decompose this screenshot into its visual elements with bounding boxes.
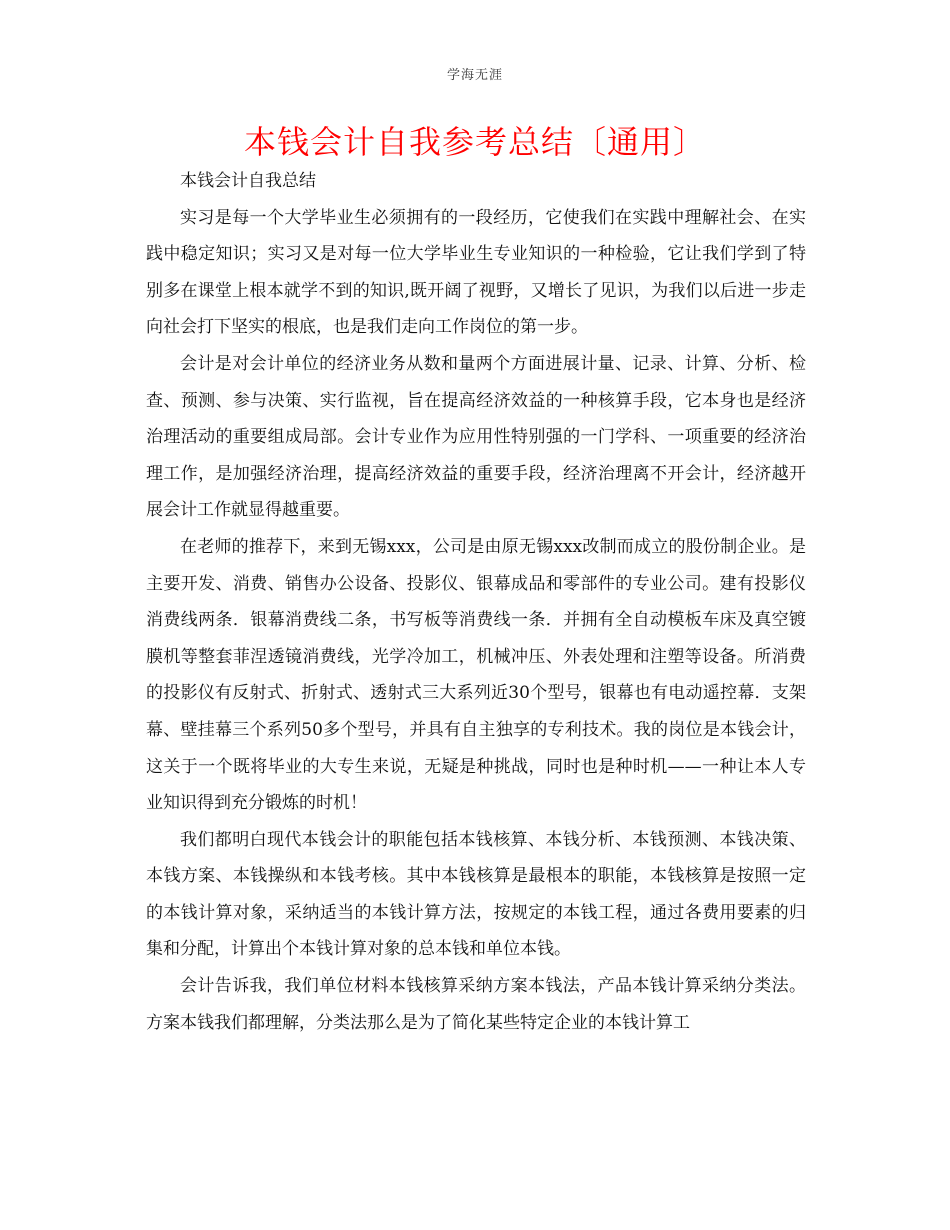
paragraph-accounting-definition: 会计是对会计单位的经济业务从数和量两个方面进展计量、记录、计算、分析、检查、预测、参与决策、实行监视，旨在提高经济效益的一种核算手段，它本身也是经济治理活动的重要组成局部。会计专业作为应用性特别强的一门学科、一项重要的经济治理工作，是加强经济治理，提高经济效益的重要手段，经济治理离不开会计，经济越开展会计工作就显得越重要。: [146, 353, 806, 521]
paragraph-cost-accounting-functions: 我们都明白现代本钱会计的职能包括本钱核算、本钱分析、本钱预测、本钱决策、本钱方案、本钱操纵和本钱考核。其中本钱核算是最根本的职能，本钱核算是按照一定的本钱计算对象，采纳适当的本钱计算方法，按规定的本钱工程，通过各费用要素的归集和分配，计算出个本钱计算对象的总本钱和单位本钱。: [146, 829, 806, 960]
document-body: [146, 163, 806, 1041]
paragraph-company-intro: 在老师的推荐下，来到无锡xxx，公司是由原无锡xxx改制而成立的股份制企业。是主要开发、消费、销售办公设备、投影仪、银幕成品和零部件的专业公司。建有投影仪消费线两条．银幕消费线二条，书写板等消费线一条．并拥有全自动模板车床及真空镀膜机等整套菲涅透镜消费线，光学冷加工，机械冲压、外表处理和注塑等设备。所消费的投影仪有反射式、折射式、透射式三大系列近30个型号，银幕也有电动遥控幕．支架幕、壁挂幕三个系列50多个型号，并具有自主独享的专利技术。我的岗位是本钱会计，这关于一个既将毕业的大专生来说，无疑是种挑战，同时也是种时机——一种让本人专业知识得到充分锻炼的时机！: [146, 536, 806, 814]
document-subtitle: 本钱会计自我总结: [180, 171, 316, 191]
document-title: 本钱会计自我参考总结〔通用〕: [243, 123, 706, 161]
paragraph-cost-methods: 会计告诉我，我们单位材料本钱核算采纳方案本钱法，产品本钱计算采纳分类法。方案本钱我们都理解，分类法那么是为了简化某些特定企业的本钱计算工: [146, 976, 806, 1033]
header-watermark: 学海无涯: [446, 68, 503, 83]
paragraph-internship: 实习是每一个大学毕业生必须拥有的一段经历，它使我们在实践中理解社会、在实践中稳定知识；实习又是对每一位大学毕业生专业知识的一种检验，它让我们学到了特别多在课堂上根本就学不到的知识,既开阔了视野，又增长了见识，为我们以后进一步走向社会打下坚实的根底，也是我们走向工作岗位的第一步。: [146, 207, 806, 338]
